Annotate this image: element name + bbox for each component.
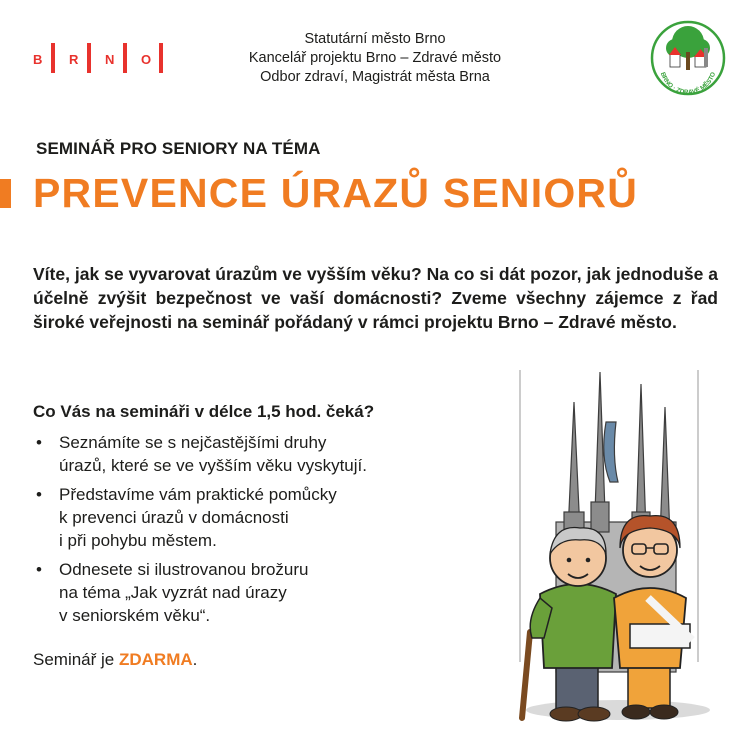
brno-logo-letter-o: O <box>141 52 152 67</box>
bullet-icon: • <box>36 560 42 579</box>
title-accent-bar <box>0 179 11 208</box>
footer-prefix: Seminář je <box>33 650 119 669</box>
footer-suffix: . <box>192 650 198 669</box>
brno-logo-bar <box>87 43 91 73</box>
bullet-icon: • <box>36 433 42 452</box>
brno-logo-letter-r: R <box>69 52 79 67</box>
seminar-subtitle: SEMINÁŘ PRO SENIORY NA TÉMA <box>36 139 321 158</box>
brno-logo-bar <box>159 43 163 73</box>
list-item <box>33 483 483 552</box>
brno-logo-letter-b: B <box>33 52 43 67</box>
org-line: Statutární město Brno <box>304 31 446 47</box>
senior-man-icon <box>530 528 616 721</box>
list-item-line: na téma „Jak vyzrát nad úrazy <box>59 583 287 602</box>
bullet-icon: • <box>36 485 42 504</box>
senior-couple-illustration <box>508 362 738 732</box>
list-item-line: úrazů, které se ve vyšším věku vyskytují. <box>59 456 367 475</box>
benefits-list <box>33 431 483 633</box>
benefits-heading: Co Vás na semináři v délce 1,5 hod. čeká? <box>33 402 375 421</box>
senior-woman-icon <box>614 516 692 719</box>
healthy-city-logo <box>648 18 728 98</box>
org-line: Kancelář projektu Brno – Zdravé město <box>248 50 502 66</box>
organization-header <box>220 30 530 87</box>
brno-logo-letter-n: N <box>105 52 115 67</box>
list-item-line: Představíme vám praktické pomůcky <box>59 485 337 504</box>
list-item-line: Odnesete si ilustrovanou brožuru <box>59 560 309 579</box>
list-item-line: k prevenci úrazů v domácnosti <box>59 508 289 527</box>
list-item-line: i při pohybu městem. <box>59 531 217 550</box>
org-line: Odbor zdraví, Magistrát města Brna <box>260 69 490 85</box>
list-item-line: v seniorském věku“. <box>59 606 211 625</box>
cane-icon <box>522 632 530 718</box>
free-admission-note <box>33 650 197 670</box>
healthy-city-logo-text: BRNO · ZDRAVÉ MĚSTO <box>658 71 718 97</box>
page-title: PREVENCE ÚRAZŮ SENIORŮ <box>33 170 639 216</box>
brno-logo-bar <box>51 43 55 73</box>
brno-logo <box>33 43 165 75</box>
list-item <box>33 431 483 477</box>
list-item-line: Seznámíte se s nejčastějšími druhy <box>59 433 327 452</box>
free-label: ZDARMA <box>118 650 193 669</box>
list-item <box>33 558 483 627</box>
brno-logo-bar <box>123 43 127 73</box>
intro-paragraph: Víte, jak se vyvarovat úrazům ve vyšším věku? Na co si dát pozor, jak jednoduše a účelně zvýšit bezpečnost ve vaší domácnosti? Zveme všechny zájemce z řad široké veřejnosti na seminář pořádaný v rámci projektu Brno – Zdravé město. <box>33 264 718 332</box>
